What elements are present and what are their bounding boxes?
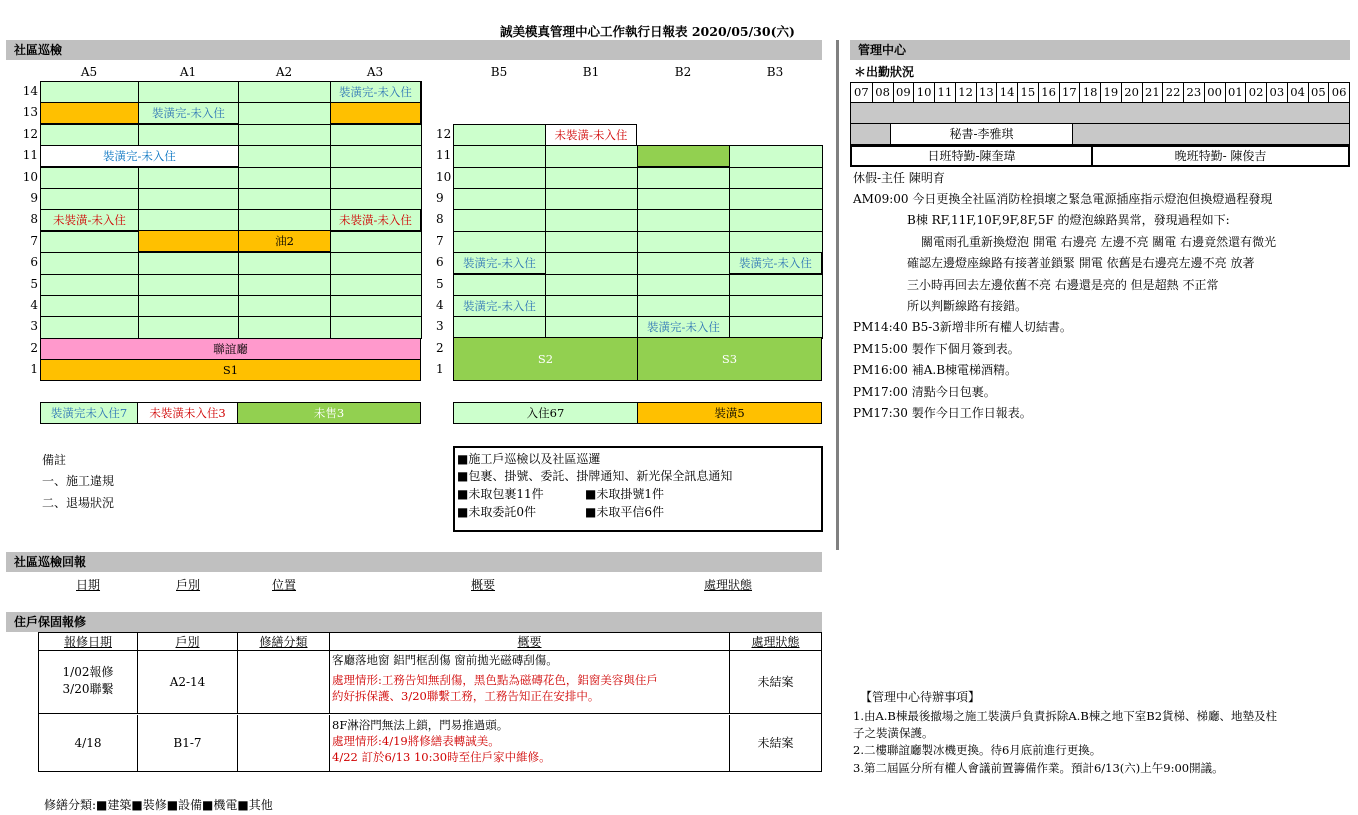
unit-a3-13 bbox=[330, 102, 421, 124]
unit-cell bbox=[637, 274, 730, 296]
hour-cell: 06 bbox=[1328, 83, 1349, 102]
unit-b2-11 bbox=[637, 145, 730, 167]
log-line: PM17:30 製作今日工作日報表。 bbox=[853, 406, 1032, 420]
floor-label: 6 bbox=[30, 255, 38, 270]
unit-cell bbox=[729, 188, 823, 210]
legend-done-not-in: 裝潢完未入住7 bbox=[40, 402, 138, 424]
notice-parcel: ■未取包裹11件 bbox=[457, 487, 544, 501]
building-b2: B2 bbox=[674, 65, 692, 79]
hour-cell: 16 bbox=[1038, 83, 1059, 102]
floor-label: 11 bbox=[436, 148, 452, 163]
hour-cell: 22 bbox=[1162, 83, 1183, 102]
floor-label: 8 bbox=[436, 212, 444, 227]
unit-cell bbox=[238, 81, 331, 103]
floor-label: 12 bbox=[436, 126, 452, 141]
unit-cell bbox=[138, 124, 239, 146]
report-header-status: 處理狀態 bbox=[704, 578, 753, 592]
section-management: 管理中心 bbox=[850, 40, 1350, 60]
unit-cell bbox=[238, 124, 331, 146]
legend-not-done-not-in: 未裝潢未入住3 bbox=[137, 402, 238, 424]
hour-cell: 04 bbox=[1287, 83, 1308, 102]
building-a5: A5 bbox=[80, 65, 98, 79]
unit-cell bbox=[330, 167, 422, 189]
shop-s1: S1 bbox=[40, 359, 421, 381]
section-patrol-report: 社區巡檢回報 bbox=[6, 552, 822, 572]
pending-item-2: 2.二樓聯誼廳製冰機更換。待6月底前進行更換。 bbox=[853, 743, 1102, 757]
unit-cell bbox=[330, 145, 422, 167]
log-line: AM09:00 今日更換全社區消防栓損壞之緊急電源插座指示燈泡但換燈過程發現 bbox=[853, 192, 1273, 206]
unit-cell bbox=[40, 188, 139, 210]
section-patrol: 社區巡檢 bbox=[6, 40, 822, 60]
hour-cell: 12 bbox=[955, 83, 976, 102]
unit-cell bbox=[545, 295, 638, 317]
unit-cell bbox=[238, 295, 331, 317]
unit-cell bbox=[138, 81, 239, 103]
page-title: 誠美模真管理中心工作執行日報表 2020/05/30(六) bbox=[500, 24, 795, 39]
hour-cell: 11 bbox=[934, 83, 955, 102]
floor-label: 3 bbox=[436, 319, 444, 334]
unit-cell bbox=[545, 188, 638, 210]
unit-cell bbox=[453, 188, 546, 210]
log-line: 確認左邊燈座線路有接著並鎖緊 開電 依舊是右邊亮左邊不亮 放著 bbox=[907, 256, 1255, 270]
unit-cell bbox=[545, 145, 638, 167]
repair-table bbox=[38, 632, 822, 772]
unit-cell bbox=[330, 188, 422, 210]
attendance-bar-2 bbox=[850, 124, 1350, 145]
unit-cell bbox=[637, 188, 730, 210]
night-shift: 晚班特勤- 陳俊吉 bbox=[1174, 149, 1267, 163]
unit-b2-3: 裝潢完-未入住 bbox=[637, 316, 730, 338]
unit-cell bbox=[729, 316, 823, 338]
notes-item-2: 二、退場狀況 bbox=[42, 496, 115, 510]
unit-cell bbox=[453, 231, 546, 253]
repair-summary: 8F淋浴門無法上鎖，門易推過頭。 bbox=[332, 718, 509, 732]
unit-cell bbox=[637, 231, 730, 253]
hour-cell: 10 bbox=[913, 83, 934, 102]
pending-item-1: 1.由A.B棟最後撤場之施工裝潢戶負責拆除A.B棟之地下室B2貨梯、梯廳、地墊及柱 bbox=[853, 709, 1278, 723]
unit-cell bbox=[330, 316, 422, 338]
unit-cell bbox=[453, 145, 546, 167]
log-line: 關電雨孔重新換燈泡 開電 右邊亮 左邊不亮 關電 右邊竟然還有微光 bbox=[921, 235, 1277, 249]
repair-date: 4/18 bbox=[39, 715, 138, 772]
hour-cell: 14 bbox=[996, 83, 1017, 102]
unit-cell bbox=[453, 167, 546, 189]
unit-cell bbox=[545, 316, 638, 338]
floor-label: 2 bbox=[30, 340, 38, 355]
unit-cell bbox=[637, 252, 730, 274]
unit-cell bbox=[238, 145, 331, 167]
legend-unsold: 未售3 bbox=[237, 402, 421, 424]
repair-status: 未結案 bbox=[757, 675, 794, 689]
hour-cell: 08 bbox=[872, 83, 893, 102]
unit-cell bbox=[729, 145, 823, 167]
floor-label: 7 bbox=[30, 233, 38, 248]
report-header-summary: 概要 bbox=[471, 578, 496, 592]
legend-decorating: 裝潢5 bbox=[637, 402, 822, 424]
unit-cell bbox=[637, 167, 730, 189]
unit-cell bbox=[729, 274, 823, 296]
unit-cell bbox=[40, 124, 139, 146]
unit-cell bbox=[238, 167, 331, 189]
building-b3: B3 bbox=[766, 65, 784, 79]
notes-item-1: 一、施工違規 bbox=[42, 474, 115, 488]
hour-cell: 13 bbox=[976, 83, 997, 102]
unit-a1-7 bbox=[138, 230, 239, 252]
building-a1: A1 bbox=[179, 65, 197, 79]
unit-cell bbox=[545, 274, 638, 296]
hour-cell: 18 bbox=[1079, 83, 1100, 102]
floor-label: 8 bbox=[30, 212, 38, 227]
repair-header-row bbox=[39, 633, 821, 651]
log-line: 所以判斷線路有接錯。 bbox=[907, 299, 1028, 313]
unit-cell bbox=[40, 252, 139, 274]
clubhouse-floor2: 聯誼廳 bbox=[40, 338, 421, 360]
notice-line-1: ■施工戶巡檢以及社區巡邏 bbox=[457, 452, 601, 466]
log-line: PM15:00 製作下個月簽到表。 bbox=[853, 342, 1020, 356]
section-repair: 住戶保固報修 bbox=[6, 612, 822, 632]
pending-title: 【管理中心待辦事項】 bbox=[860, 690, 981, 704]
hour-cell: 09 bbox=[893, 83, 914, 102]
repair-categories: 修繕分類:■建築■裝修■設備■機電■其他 bbox=[44, 798, 273, 812]
unit-b5-6: 裝潢完-未入住 bbox=[453, 252, 546, 274]
unit-cell bbox=[545, 252, 638, 274]
hour-cell: 07 bbox=[854, 85, 869, 99]
notice-mail: ■未取平信6件 bbox=[585, 505, 664, 519]
shop-s3: S3 bbox=[637, 337, 822, 381]
floor-label: 9 bbox=[436, 191, 444, 205]
unit-cell bbox=[330, 252, 422, 274]
repair-header-summary: 概要 bbox=[330, 633, 730, 651]
unit-cell bbox=[238, 102, 331, 124]
floor-label: 11 bbox=[22, 148, 38, 163]
floor-label: 6 bbox=[436, 255, 444, 270]
unit-a3-14: 裝潢完-未入住 bbox=[330, 81, 421, 103]
unit-cell bbox=[453, 124, 546, 146]
unit-b5-4: 裝潢完-未入住 bbox=[453, 295, 546, 317]
report-header-date: 日期 bbox=[76, 578, 101, 592]
building-a3: A3 bbox=[366, 65, 384, 79]
hour-cell: 19 bbox=[1100, 83, 1121, 102]
unit-cell bbox=[238, 209, 331, 231]
repair-category bbox=[238, 715, 330, 772]
repair-row bbox=[39, 715, 821, 772]
unit-cell bbox=[40, 231, 139, 253]
repair-date: 1/02報修 bbox=[62, 665, 114, 679]
repair-header-status: 處理狀態 bbox=[751, 635, 800, 649]
repair-header-date: 報修日期 bbox=[39, 633, 138, 651]
unit-cell bbox=[453, 209, 546, 231]
unit-cell bbox=[330, 124, 422, 146]
unit-cell bbox=[138, 274, 239, 296]
unit-cell bbox=[729, 295, 823, 317]
pending-item-1-cont: 子之裝潢保護。 bbox=[853, 726, 934, 740]
repair-detail-1: 處理情形:工務告知無刮傷，黑色點為磁磚花色，鋁窗美容與住戶 bbox=[332, 673, 658, 687]
notice-line-2: ■包裹、掛號、委託、掛牌通知、新光保全訊息通知 bbox=[457, 469, 733, 483]
unit-cell bbox=[40, 316, 139, 338]
unit-cell bbox=[330, 231, 422, 253]
floor-label: 2 bbox=[436, 340, 444, 355]
unit-cell bbox=[238, 252, 331, 274]
unit-cell bbox=[729, 209, 823, 231]
floor-label: 12 bbox=[22, 126, 38, 141]
unit-cell bbox=[40, 274, 139, 296]
hour-cell: 17 bbox=[1059, 83, 1080, 102]
notice-box bbox=[453, 446, 823, 532]
building-a2: A2 bbox=[275, 65, 293, 79]
floor-label: 10 bbox=[22, 169, 38, 184]
legend-moved-in: 入住67 bbox=[453, 402, 638, 424]
repair-date-cell bbox=[39, 651, 138, 714]
unit-cell bbox=[729, 167, 823, 189]
vertical-divider bbox=[836, 40, 839, 550]
unit-cell bbox=[238, 316, 331, 338]
log-line: 三小時再回去左邊依舊不亮 右邊還是亮的 但是超熱 不正常 bbox=[907, 278, 1219, 292]
attendance-hours-row bbox=[850, 82, 1350, 103]
hour-cell: 03 bbox=[1266, 83, 1287, 102]
report-header-unit: 戶別 bbox=[176, 578, 201, 592]
log-line: PM17:00 清點今日包裹。 bbox=[853, 385, 996, 399]
repair-status: 未結案 bbox=[757, 736, 794, 750]
unit-cell bbox=[545, 231, 638, 253]
floor-label: 9 bbox=[30, 191, 38, 205]
hour-cell: 21 bbox=[1142, 83, 1163, 102]
floor-label: 1 bbox=[436, 362, 444, 377]
unit-cell bbox=[729, 231, 823, 253]
unit-cell bbox=[138, 188, 239, 210]
unit-cell bbox=[138, 252, 239, 274]
floor-label: 1 bbox=[30, 362, 38, 377]
unit-a5-8: 未裝潢-未入住 bbox=[40, 209, 139, 231]
repair-unit: A2-14 bbox=[138, 651, 238, 714]
floor-label: 4 bbox=[436, 298, 444, 312]
report-header-location: 位置 bbox=[272, 578, 297, 592]
notice-registered: ■未取掛號1件 bbox=[585, 487, 664, 501]
unit-cell bbox=[138, 316, 239, 338]
unit-cell bbox=[238, 274, 331, 296]
floor-label: 13 bbox=[22, 105, 38, 120]
repair-category bbox=[238, 651, 330, 714]
building-b5: B5 bbox=[490, 65, 508, 79]
log-line: PM14:40 B5-3新增非所有權人切結書。 bbox=[853, 320, 1072, 334]
log-line: PM16:00 補A.B棟電梯酒精。 bbox=[853, 363, 1018, 377]
unit-cell bbox=[637, 209, 730, 231]
repair-detail-2: 4/22 訂於6/13 10:30時至住戶家中維修。 bbox=[332, 750, 551, 764]
unit-cell bbox=[330, 295, 422, 317]
hour-cell: 01 bbox=[1225, 83, 1246, 102]
hour-cell: 02 bbox=[1245, 83, 1266, 102]
hour-cell: 05 bbox=[1308, 83, 1329, 102]
pending-item-3: 3.第二屆區分所有權人會議前置籌備作業。預計6/13(六)上午9:00開議。 bbox=[853, 761, 1224, 775]
repair-row bbox=[39, 651, 821, 714]
unit-cell bbox=[637, 295, 730, 317]
unit-cell bbox=[40, 167, 139, 189]
shop-s2: S2 bbox=[453, 337, 638, 381]
attendance-bar-1 bbox=[850, 103, 1350, 124]
attendance-bar-3 bbox=[850, 145, 1350, 167]
repair-summary-cell bbox=[330, 715, 730, 772]
unit-cell bbox=[453, 316, 546, 338]
floor-label: 4 bbox=[30, 298, 38, 312]
hour-cell: 15 bbox=[1017, 83, 1038, 102]
unit-cell bbox=[40, 81, 139, 103]
unit-a5-13 bbox=[40, 102, 139, 124]
unit-b3-6: 裝潢完-未入住 bbox=[729, 252, 822, 274]
log-line: B棟 RF,11F,10F,9F,8F,5F 的燈泡線路異常，發現過程如下: bbox=[907, 213, 1230, 227]
repair-detail-1: 處理情形:4/19將修繕表轉誠美。 bbox=[332, 734, 500, 748]
unit-a2-7: 油2 bbox=[238, 230, 331, 252]
floor-label: 3 bbox=[30, 319, 38, 334]
unit-cell bbox=[138, 167, 239, 189]
floor-label: 14 bbox=[22, 84, 38, 98]
repair-summary-cell bbox=[330, 651, 730, 714]
unit-cell bbox=[545, 209, 638, 231]
notice-entrust: ■未取委託0件 bbox=[457, 505, 536, 519]
day-shift: 日班特勤-陳奎瑋 bbox=[852, 147, 1093, 165]
unit-cell bbox=[138, 295, 239, 317]
hour-cell: 23 bbox=[1183, 83, 1204, 102]
repair-header-category: 修繕分類 bbox=[238, 633, 330, 651]
floor-label: 5 bbox=[30, 276, 38, 291]
unit-cell bbox=[138, 209, 239, 231]
unit-a1-13: 裝潢完-未入住 bbox=[138, 102, 239, 124]
repair-summary: 客廳落地窗 鋁門框刮傷 窗前拋光磁磚刮傷。 bbox=[332, 653, 558, 667]
repair-unit: B1-7 bbox=[138, 715, 238, 772]
hour-cell: 20 bbox=[1121, 83, 1142, 102]
unit-cell bbox=[453, 274, 546, 296]
unit-b1-12: 未裝潢-未入住 bbox=[545, 124, 637, 146]
floor-label: 10 bbox=[436, 169, 452, 184]
unit-cell bbox=[238, 188, 331, 210]
building-b1: B1 bbox=[582, 65, 600, 79]
floor-label: 7 bbox=[436, 233, 444, 248]
unit-a5-11: 裝潢完-未入住 bbox=[40, 145, 239, 167]
unit-cell bbox=[330, 274, 422, 296]
unit-cell bbox=[545, 167, 638, 189]
attendance-title: ＊出勤狀況 bbox=[854, 65, 915, 79]
hour-cell: 00 bbox=[1204, 83, 1225, 102]
log-leave: 休假-主任 陳明育 bbox=[853, 171, 945, 185]
unit-cell bbox=[40, 295, 139, 317]
repair-contact-date: 3/20聯繫 bbox=[62, 682, 114, 696]
notes-title: 備註 bbox=[42, 453, 67, 467]
secretary-shift: 秘書-李雅琪 bbox=[890, 124, 1073, 144]
floor-label: 5 bbox=[436, 276, 444, 291]
repair-detail-2: 約好拆保護、3/20聯繫工務，工務告知正在安排中。 bbox=[332, 689, 600, 703]
repair-header-unit: 戶別 bbox=[138, 633, 238, 651]
unit-a3-8: 未裝潢-未入住 bbox=[330, 209, 421, 231]
